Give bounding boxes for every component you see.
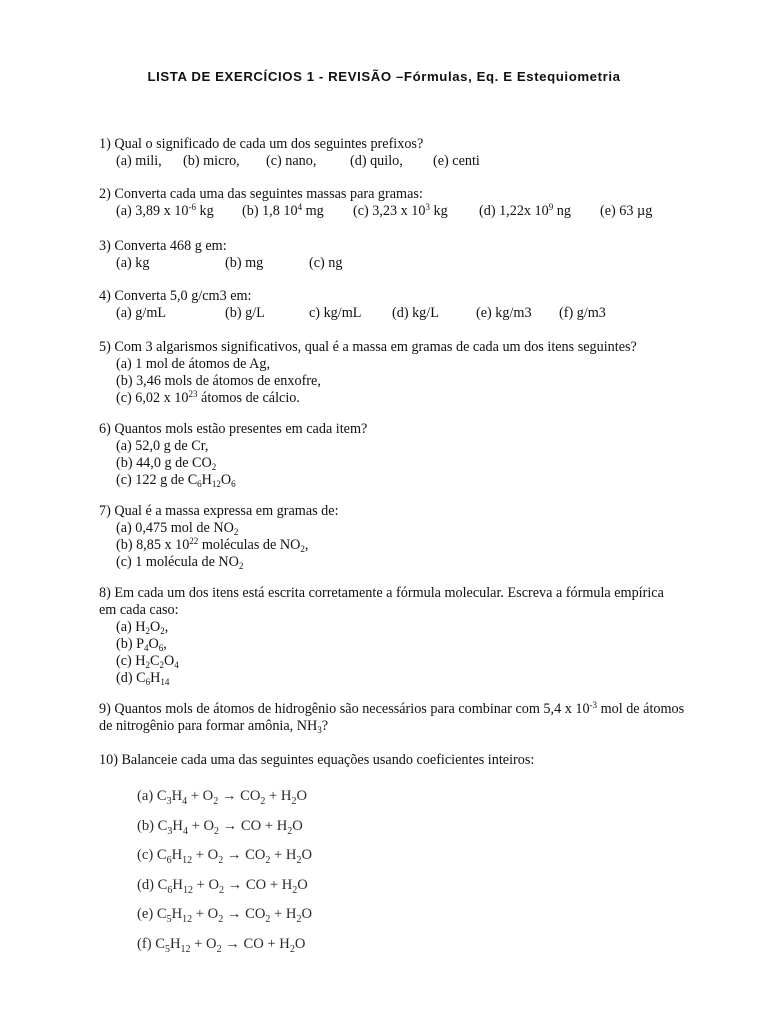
- q3-option-b: (b) mg: [225, 255, 264, 271]
- question-2: [99, 186, 653, 220]
- question-5-text: 5) Com 3 algarismos significativos, qual é a massa em gramas de cada um dos itens seguintes?: [99, 339, 637, 355]
- q1-option-d: (d) quilo,: [350, 153, 403, 169]
- q1-option-c: (c) nano,: [266, 153, 317, 169]
- q8-item-d: (d) $C_6H_{14}$: [116, 670, 170, 687]
- question-5: [99, 339, 637, 407]
- question-10: [99, 752, 534, 769]
- q1-option-b: (b) micro,: [183, 153, 240, 169]
- q8-item-a: (a) $H_2O_2$,: [116, 619, 169, 636]
- q7-item-b: (b) 8,85 x $10^{22}$ moléculas de $NO_2$,: [116, 536, 309, 554]
- q3-option-a: (a) kg: [116, 255, 150, 271]
- q4-option-f: (f) g/m3: [559, 305, 606, 321]
- q4-option-e: (e) kg/m3: [476, 305, 532, 321]
- question-7: [99, 503, 339, 571]
- q7-item-a: (a) 0,475 mol de $NO_2$: [116, 520, 239, 537]
- question-3-text: 3) Converta 468 g em:: [99, 238, 227, 254]
- equation-e: (e) $C_5H_{12} + O_2 \to CO_2 + H_2O$: [137, 906, 313, 925]
- equations-image: [137, 782, 312, 959]
- question-3-options: [99, 255, 343, 272]
- question-2-text: 2) Converta cada uma das seguintes massas para gramas:: [99, 186, 423, 202]
- q8-item-c: (c) $H_2C_2O_4$: [116, 653, 179, 670]
- question-9-text-line-1: 9) Quantos mols de átomos de hidrogênio são necessários para combinar com 5,4 x $10^{-3}$ mol de átomos: [99, 700, 685, 717]
- question-10-text: 10) Balanceie cada uma das seguintes equações usando coeficientes inteiros:: [99, 752, 535, 768]
- q6-item-a: (a) 52,0 g de Cr,: [116, 438, 209, 454]
- equation-c: (c) $C_6H_{12} + O_2 \to CO_2 + H_2O$: [137, 847, 313, 866]
- q3-option-c: (c) ng: [309, 255, 343, 271]
- q4-option-a: (a) g/mL: [116, 305, 167, 321]
- question-6-text: 6) Quantos mols estão presentes em cada item?: [99, 421, 368, 437]
- q7-item-c: (c) 1 molécula de $NO_2$: [116, 554, 244, 571]
- equation-f: (f) $C_5H_{12} + O_2$ → CO + $H_2O$: [137, 935, 306, 955]
- q1-option-a: (a) mili,: [116, 153, 162, 169]
- q5-item-c: (c) 6,02 x $10^{23}$ átomos de cálcio.: [116, 389, 300, 406]
- q4-option-c: c) kg/mL: [309, 305, 362, 321]
- page-title: LISTA DE EXERCÍCIOS 1 - REVISÃO –Fórmulas, Eq. E Estequiometria: [147, 69, 621, 84]
- question-1-options: [99, 153, 480, 170]
- q2-option-e: (e) 63 µg: [600, 203, 653, 219]
- question-3: [99, 238, 343, 272]
- question-7-text: 7) Qual é a massa expressa em gramas de:: [99, 503, 339, 519]
- question-2-options: [99, 202, 653, 220]
- equation-d: (d) $C_6H_{12} + O_2$ → CO + $H_2O$: [137, 876, 308, 896]
- question-6: [99, 421, 367, 489]
- q2-option-d: (d) 1,22x $10^9$ ng: [479, 202, 571, 219]
- q1-option-e: (e) centi: [433, 153, 480, 169]
- question-8-text-line-2: em cada caso:: [99, 602, 179, 618]
- equation-b: (b) $C_3H_4 + O_2$ → CO + $H_2O$: [137, 817, 303, 837]
- question-1: [99, 136, 480, 170]
- q2-option-c: (c) 3,23 x $10^3$ kg: [353, 202, 448, 219]
- question-4-text: 4) Converta 5,0 g/cm3 em:: [99, 288, 252, 304]
- question-4: [99, 288, 606, 322]
- q2-option-a: (a) 3,89 x $10^{-6}$ kg: [116, 202, 214, 219]
- question-9: [99, 701, 684, 735]
- equation-a: (a) $C_3H_4 + O_2 \to CO_2 + H_2O$: [137, 788, 308, 807]
- q2-option-b: (b) 1,8 $10^4$ mg: [242, 202, 324, 219]
- q8-item-b: (b) $P_4O_6$,: [116, 636, 167, 653]
- question-8: [99, 585, 664, 687]
- q4-option-d: (d) kg/L: [392, 305, 439, 321]
- q6-item-b: (b) 44,0 g de $CO_2$: [116, 455, 217, 472]
- q5-item-b: (b) 3,46 mols de átomos de enxofre,: [116, 373, 321, 389]
- question-8-text-line-1: 8) Em cada um dos itens está escrita corretamente a fórmula molecular. Escreva a fórmula empírica: [99, 585, 664, 601]
- q4-option-b: (b) g/L: [225, 305, 265, 321]
- q6-item-c: (c) 122 g de $C_6H_{12}O_6$: [116, 472, 236, 489]
- question-9-text-line-2: de nitrogênio para formar amônia, $NH_3$?: [99, 718, 329, 735]
- question-4-options: [99, 305, 606, 322]
- q5-item-a: (a) 1 mol de átomos de Ag,: [116, 356, 271, 372]
- question-1-text: 1) Qual o significado de cada um dos seguintes prefixos?: [99, 136, 424, 152]
